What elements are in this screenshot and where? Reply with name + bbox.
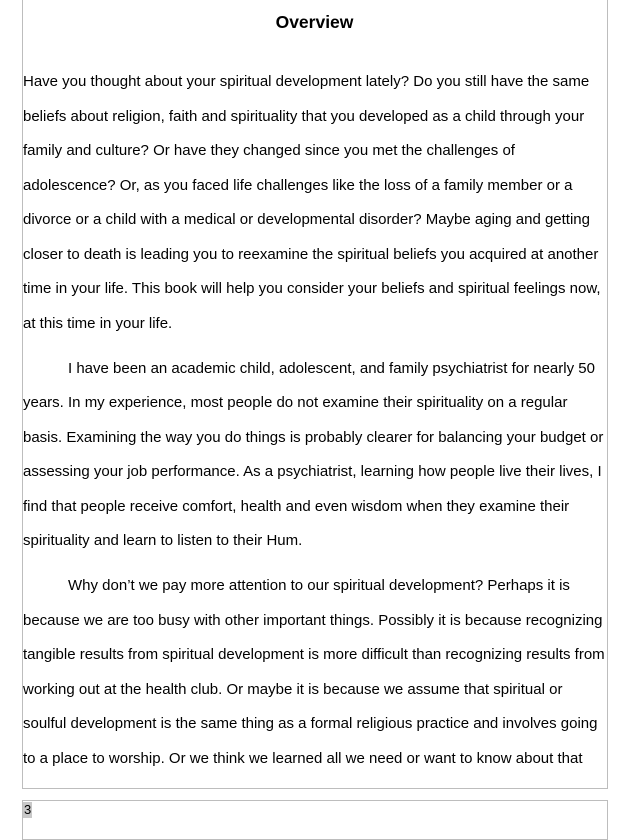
footer-border [22,800,608,840]
text-line: find that people receive comfort, health and even wisdom when they examine their [23,497,570,515]
text-line: divorce or a child with a medical or developmental disorder? Maybe aging and getting [23,211,590,228]
text-line: working out at the health club. Or maybe it is because we assume that spiritual or [23,680,563,698]
paragraph-spacing [23,341,613,352]
paragraph-3 [23,569,613,776]
text-line: spirituality and learn to listen to their Hum. [23,532,303,549]
text-line: Have you thought about your spiritual development lately? Do you still have the same [23,73,590,90]
text-line: Why don’t we pay more attention to our spiritual development? Perhaps it is [68,577,570,594]
text-line: because we are too busy with other important things. Possibly it is because recognizing [23,611,603,629]
text-line: closer to death is leading you to reexamine the spiritual beliefs you acquired at another [23,245,599,263]
document-body [23,65,613,776]
page-title: Overview [275,12,354,32]
text-line: I have been an academic child, adolescent, and family psychiatrist for nearly 50 [68,359,595,377]
paragraph-spacing [23,559,613,570]
text-line: soulful development is the same thing as a formal religious practice and involves going [23,715,598,732]
text-line: at this time in your life. [23,314,173,332]
text-line: adolescence? Or, as you faced life challenges like the loss of a family member or a [23,176,573,194]
text-line: family and culture? Or have they changed since you met the challenges of [23,142,515,159]
page-number: 3 [24,802,32,817]
text-line: assessing your job performance. As a psychiatrist, learning how people live their lives, I [23,463,602,480]
text-line: basis. Examining the way you do things is probably clearer for balancing your budget or [23,428,604,446]
text-line: to a place to worship. Or we think we learned all we need or want to know about that [23,749,583,767]
text-line: tangible results from spiritual development is more difficult than recognizing results from [23,646,605,663]
paragraph-2 [23,352,613,559]
text-line: time in your life. This book will help you consider your beliefs and spiritual feelings now, [23,280,601,297]
text-line: beliefs about religion, faith and spirituality that you developed as a child through your [23,107,585,125]
paragraph-1 [23,65,613,341]
text-line: years. In my experience, most people do not examine their spirituality on a regular [23,394,568,411]
